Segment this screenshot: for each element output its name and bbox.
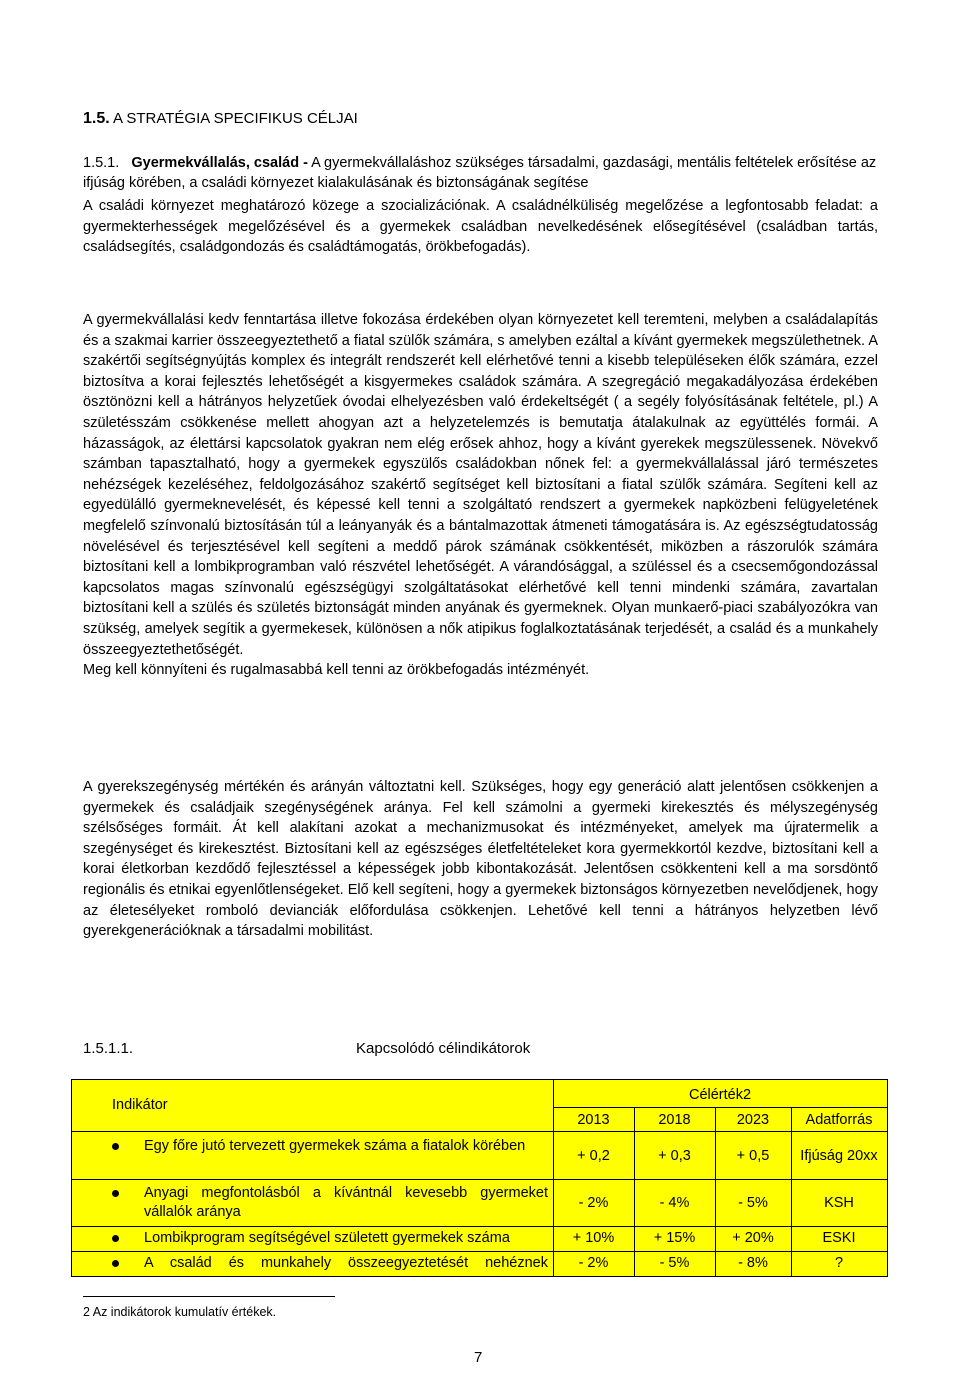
row-2-2023: - 5% (738, 1195, 768, 1211)
row-3-2018: + 15% (653, 1230, 696, 1246)
row-1-2023: + 0,5 (736, 1148, 770, 1164)
header-source: Adatforrás (805, 1112, 873, 1128)
row-1-source: Ifjúság 20xx (800, 1148, 878, 1164)
subsubsection-title: Kapcsolódó célindikátorok (356, 1040, 531, 1057)
subsection-bold-title: Gyermekvállalás, család - (131, 155, 308, 171)
footnote: 2 Az indikátorok kumulatív értékek. (83, 1305, 277, 1319)
row-1-indicator: Egy főre jutó tervezett gyermekek száma a fiatalok körében (144, 1138, 526, 1154)
bullet-icon (112, 1190, 119, 1197)
row-1-2018: + 0,3 (658, 1148, 691, 1164)
bullet-icon (112, 1143, 119, 1150)
row-2-2018: - 4% (659, 1195, 690, 1211)
section-title: A STRATÉGIA SPECIFIKUS CÉLJAI (113, 110, 358, 127)
subsection-number: 1.5.1. (83, 155, 120, 171)
row-2-2013: - 2% (578, 1195, 609, 1211)
row-2-indicator: Anyagi megfontolásból a kívántnál kevesebb gyermeket vállalók aránya (144, 1185, 548, 1220)
header-indicator: Indikátor (112, 1097, 168, 1113)
section-heading (83, 110, 358, 128)
row-4-2018: - 5% (659, 1255, 690, 1271)
bullet-icon (112, 1260, 119, 1267)
subsection-heading (83, 153, 878, 193)
paragraph-3: A gyerekszegénység mértékén és arányán változtatni kell. Szükséges, hogy egy generáció alatt jelentősen csökkenjen a gyermekek és családjaik szegénységének aránya. Fel kell számolni a gyermeki kirekesztés és mélyszegénység szélsőséges formáit. Át kell alakítani azokat a mechanizmusokat és intézményeket, amelyek ma újratermelik a szegénységet és kirekesztést. Biztosítani kell az egészséges életfeltételeket kora gyermekkortól kezdve, biztosítani kell a korai életkorban kezdődő fejlesztéssel a képességek jobb kibontakozását. Jelentősen csökkenteni kell a ma sorsdöntő regionális és etnikai egyenlőtlenségeket. Elő kell segíteni, hogy a gyermekek biztonságos környezetben nevelődjenek, hogy az életesélyeket romboló devianciák előfordulása csökkenjen. Lehetővé kell tenni a hátrányos helyzetben lévő gyerekgenerációknak a társadalmi mobilitást. (83, 779, 878, 940)
header-year-2023: 2023 (736, 1112, 770, 1128)
row-4-2013: - 2% (578, 1255, 609, 1271)
page-number: 7 (474, 1349, 483, 1366)
row-2-source: KSH (824, 1195, 854, 1211)
row-3-2013: + 10% (572, 1230, 615, 1246)
row-3-2023: + 20% (732, 1230, 774, 1246)
footnote-rule (83, 1296, 335, 1297)
section-number: 1.5. (83, 110, 110, 127)
paragraph-2-text: A gyermekvállalási kedv fenntartása illetve fokozása érdekében olyan környezetet kell teremteni, melyben a családalapítás és a szakmai karrier összeegyeztethető a fiatal szülők számára, s amelyben ezáltal a kívánt gyermekek megszülethetnek. A szakértői segítségnyújtás komplex és integrált rendszerét kell elérhetővé tenni a kisebb településeken élők számára, ezzel biztosítva a korai fejlesztés lehetőségét a kisgyermekes családok számára. A szegregáció megakadályozása érdekében ösztönözni kell a hátrányos helyzetűek óvodai elhelyezésben való érdekeltségét ( a segély folyósításának feltétele, pl.) A születésszám csökkenése mellett ahogyan azt a helyzetelemzés is bemutatja átalakulnak az együttélés formái. A házasságok, az élettársi kapcsolatok gyakran nem elég erősek ahhoz, hogy a kívánt gyerekek megszülessenek. Növekvő számban tapasztalható, hogy a gyermekek egyszülős családokban nőnek fel: a gyermekvállalással járó természetes nehézségek kezeléséhez, feldolgozásához szakértő segítséget kell biztosítani a fiatal szülők számára. Segíteni kell az egyedülálló gyermeknevelését, és képessé kell tenni a szolgáltató rendszert a gyermekek napközbeni felügyeletének megfelelő színvonalú biztosításán túl a leányanyák és a bántalmazottak átmeneti támogatására is. Az egészségtudatosság növelésével és terjesztésével kell segíteni a meddő párok számának csökkentését, miközben a rászorulók számára biztosítani kell a lombikprogramban való részvétel lehetőségét. A várandósággal, a szüléssel és a csecsemőgondozással kapcsolatos magas színvonalú egészségügyi szolgáltatásokat elérhetővé kell tenni mindenki számára, zavartalan biztosítani kell a szülés és születés biztonságát minden anyának és gyermeknek. Olyan munkaerő-piaci szabályozókra van szükség, amelyek segítik a gyermekesek, különösen a nők atipikus foglalkoztatásának terjedését, a család és a munkahely összeegyeztethetőségét. (83, 312, 878, 658)
row-3-indicator: Lombikprogram segítségével született gyermekek száma (144, 1230, 510, 1246)
subsubsection-number: 1.5.1.1. (83, 1040, 134, 1057)
header-year-2018: 2018 (658, 1112, 691, 1128)
row-4-2023: - 8% (738, 1255, 768, 1271)
row-1-2013: + 0,2 (577, 1148, 610, 1164)
paragraph-2 (83, 310, 878, 681)
subsection-text: A gyermekvállaláshoz szükséges társadalmi, gazdasági, mentális feltételek erősítése az ifjúság körében, a családi környezet kialakulásának és biztonságának segítése (83, 155, 877, 191)
header-target: Célérték2 (688, 1087, 752, 1103)
indicator-table (71, 1079, 888, 1277)
row-4-source: ? (834, 1255, 844, 1271)
bullet-icon (112, 1235, 119, 1242)
row-3-source: ESKI (822, 1230, 856, 1246)
header-year-2013: 2013 (577, 1112, 610, 1128)
paragraph-2-last-line: Meg kell könnyíteni és rugalmasabbá kell tenni az örökbefogadás intézményét. (83, 662, 590, 679)
paragraph-1: A családi környezet meghatározó közege a szocializációnak. A családnélküliség megelőzése a legfontosabb feladat: a gyermekterhességek megelőzésével és a gyermekek családban nevelkedésének elősegítésével (családban tartás, családsegítés, családgondozás és családtámogatás, örökbefogadás). (83, 198, 878, 256)
row-4-indicator: A család és munkahely összeegyeztetését nehéznek (144, 1255, 548, 1271)
